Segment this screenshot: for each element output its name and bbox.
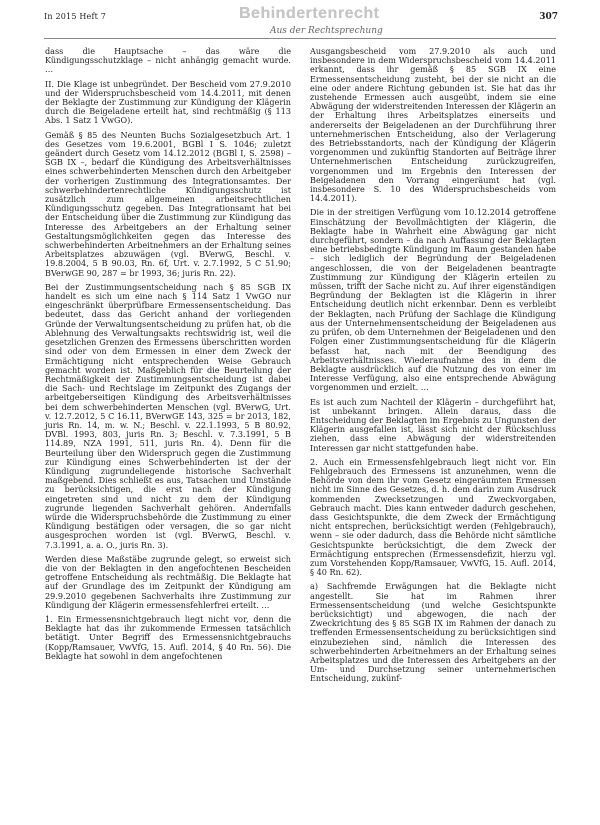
paragraph: Werden diese Maßstäbe zugrunde gelegt, so erweist sich die von der Beklagten in den angefochtenen Bescheiden getroffene Entscheidung als rechtmäßig. Die Beklagte hat auf der Grundlage des im Zeitpunkt der Kündigung am 29.9.2010 gegebenen Sachverhalts ihre Zustimmung zur Kündigung der Klägerin ermessensfehlerfrei erteilt. …	[45, 553, 291, 610]
paragraph: Bei der Zustimmungsentscheidung nach § 85 SGB IX handelt es sich um eine nach § 114 Satz 1 VwGO nur eingeschränkt überprüfbare Ermessensentscheidung. Das bedeutet, dass das Gericht anhand der vorliegenden Gründe der Verwaltungsentscheidung zu prüfen hat, ob die Ablehnung des Verwaltungsakts rechtswidrig ist, weil die gesetzlichen Grenzen des Ermessens überschritten worden sind oder von dem Ermessen in einer dem Zweck der Ermächtigung nicht entsprechenden Weise Gebrauch gemacht worden ist. Maßgeblich für die Beurteilung der Rechtmäßigkeit der Zustimmungsentscheidung ist dabei die Sach- und Rechtslage im Zeitpunkt des Zugangs der arbeitgeberseitigen Kündigung des Arbeitsverhältnisses bei dem schwerbehinderten Menschen (vgl. BVerwG, Urt. v. 12.7.2012, 5 C 16.11, BVerwGE 143, 325 = br 2013, 182, juris Rn. 14, m. w. N.; Beschl. v. 22.1.1993, 5 B 80.92, DVBl. 1993, 803, juris Rn. 3; Beschl. v. 7.3.1991, 5 B 114.89, NZA 1991, 511, juris Rn. 4). Denn für die Beurteilung über den Widerspruch gegen die Zustimmung zur Kündigung eines Schwerbehinderten ist der der Kündigung zugrundeliegende historische Sachverhalt maßgebend. Dies schließt es aus, Tatsachen und Umstände zu berücksichtigen, die erst nach der Kündigung eingetreten sind und nicht zu dem der Kündigung zugrunde liegenden Sachverhalt gehören. Andernfalls würde die Widerspruchsbehörde die Zustimmung zu einer Kündigung bestätigen oder versagen, die so gar nicht ausgesprochen worden ist (vgl. BVerwG, Beschl. v. 7.3.1991, a. a. O., juris Rn. 3).	[45, 281, 291, 550]
issue-label: In 2015 Heft 7	[44, 12, 107, 21]
paragraph: Die in der streitigen Verfügung vom 10.12.2014 getroffene Einschätzung der Bevollmächtigten der Klägerin, die Beklagte habe in Wahrheit eine Abwägung gar nicht durchgeführt, sondern – da nach Auffassung der Beklagten eine betriebsbedingte Kündigung im Raum gestanden habe – sich lediglich der Begründung der Beigeladenen angeschlossen, die von der Beigeladenen beantragte Zustimmung zur Kündigung der Klägerin erteilen zu müssen, trifft der Sache nicht zu. Auf ihrer eigenständigen Begründung der Beklagten ist die Klägerin in ihrer Entscheidung deutlich nicht erkennbar. Denn es verbleibt der Beklagten, nach Prüfung der Sachlage die Kündigung aus der Unternehmensentscheidung der Beigeladenen aus zu prüfen, ob dem Unternehmen der Beigeladenen und den Folgen einer Zustimmungsentscheidung für die Klägerin befasst hat, nach mit der Beendigung des Arbeitsverhältnisses. Wiederaufnahme des in dem die Beklagte ausdrücklich auf die Nutzung des von einer im Interesse Verfügung, also eine entsprechende Abwägung vorgenommen und erzielt. …	[310, 207, 556, 393]
paragraph: Gemäß § 85 des Neunten Buchs Sozialgesetzbuch Art. 1 des Gesetzes vom 19.6.2001, BGBl I S. 1046; zuletzt geändert durch Gesetz vom 14.12.2012 (BGBl I, S. 2598) – SGB IX –, bedarf die Kündigung des Arbeitsverhältnisses eines schwerbehinderten Menschen durch den Arbeitgeber der vorherigen Zustimmung des Integrationsamtes. Der schwerbehindertenrechtliche Kündigungsschutz ist zusätzlich zum allgemeinen arbeitsrechtlichen Kündigungsschutz gegeben. Das Integrationsamt hat bei der Entscheidung über die Zustimmung zur Kündigung das Interesse des Arbeitgebers an der Erhaltung seiner Gestaltungsmöglichkeiten gegen das Interesse des schwerbehinderten Arbeitnehmers an der Erhaltung seines Arbeitsplatzes abzuwägen (vgl. BVerwG, Beschl. v. 19.8.2004, 5 B 90.03, Rn. 6f, Urt. v. 2.7.1992, 5 C 51.90; BVerwGE 90, 287 = br 1993, 36; juris Rn. 22).	[45, 129, 291, 278]
section-title: Aus der Rechtsprechung	[270, 26, 383, 36]
page-number: 307	[539, 12, 558, 22]
paragraph: a) Sachfremde Erwägungen hat die Beklagte nicht angestellt. Sie hat im Rahmen ihrer Ermessensentscheidung (und welche Gesichtspunkte berücksichtigt) und abgewogen, die nach der Zweckrichtung des § 85 SGB IX im Rahmen der danach zu treffenden Ermessensentscheidung zu berücksichtigen sind einzubeziehen sind, nämlich die Interessen des schwerbehinderten Arbeitnehmers an der Erhaltung seines Arbeitsplatzes und die Interessen des Arbeitgebers an der Um- und Durchsetzung seiner unternehmerischen Entscheidung, zukünf-	[310, 581, 556, 684]
paragraph: II. Die Klage ist unbegründet. Der Bescheid vom 27.9.2010 und der Widerspruchsbescheid vom 14.4.2011, mit denen der Beklagte der Zustimmung zur Kündigung der Klägerin durch die Beigeladene erteilt hat, sind rechtmäßig (§ 113 Abs. 1 Satz 1 VwGO).	[45, 78, 291, 126]
paragraph: dass die Hauptsache – das wäre die Kündigungsschutzklage – nicht anhängig gemacht wurde. …	[45, 46, 291, 75]
left-column	[45, 47, 291, 661]
right-column	[310, 47, 556, 684]
paragraph: Ausgangsbescheid vom 27.9.2010 als auch und insbesondere in dem Widerspruchsbescheid vom 14.4.2011 erkannt, dass ihr gemäß § 85 SGB IX eine Ermessensentscheidung zusteht, bei der sie nicht an die eine oder andere Richtung gebunden ist. Sie hat das ihr zustehende Ermessen auch ausgeübt, indem sie eine Abwägung der widerstreitenden Interessen der Klägerin an der Erhaltung ihres Arbeitsplatzes einerseits und andererseits der Beigeladenen an der Durchführung ihrer unternehmerischen Entscheidung, also der Verlagerung des Betriebsstandorts, nach der Kündigung der Klägerin vorgenommen und zukünftig Standorten auf Beiträge ihrer Unternehmerischen Entscheidung zurückzugreifen, vorgenommen und im Ergebnis den Interessen der Beigeladenen den Vorrang eingeräumt hat (vgl. insbesondere S. 10 des Widerspruchsbescheids vom 14.4.2011).	[310, 46, 556, 204]
paragraph: 1. Ein Ermessensnichtgebrauch liegt nicht vor, denn die Beklagte hat das ihr zukommende Ermessen tatsächlich betätigt. Unter Begriff des Ermessensnichtgebrauchs (Kopp/Ramsauer, VwVfG, 15. Aufl. 2014, § 40 Rn. 56). Die Beklagte hat sowohl in dem angefochtenen	[45, 613, 291, 661]
publication-title: Behindertenrecht	[239, 5, 380, 22]
header-divider	[44, 38, 556, 39]
paragraph: 2. Auch ein Ermessensfehlgebrauch liegt nicht vor. Ein Fehlgebrauch des Ermessens ist anzunehmen, wenn die Behörde von dem ihr vom Gesetz eingeräumten Ermessen nicht im Sinne des Gesetzes, d. h. dem darin zum Ausdruck kommenden Zwecksetzungen und Zweckvorgaben, Gebrauch macht. Dies kann entweder dadurch geschehen, dass Gesichtspunkte, die dem Zweck der Ermächtigung nicht entsprechen, berücksichtigt werden (Fehlgebrauch), wenn – sie oder dadurch, dass die Behörde nicht sämtliche Gesichtspunkte berücksichtigt, die dem Zweck der Ermächtigung entsprechen (Ermessensdefizit, hierzu vgl. zum Vorstehenden Kopp/Ramsauer, VwVfG, 15. Aufl. 2014, § 40 Rn. 62).	[310, 456, 556, 578]
paragraph: Es ist auch zum Nachteil der Klägerin – durchgeführt hat, ist unbekannt bringen. Allein daraus, dass die Entscheidung der Beklagten im Ergebnis zu Ungunsten der Klägerin ausgefallen ist, lässt sich nicht der Rückschluss ziehen, dass eine Abwägung der widerstreitenden Interessen gar nicht stattgefunden habe.	[310, 396, 556, 453]
